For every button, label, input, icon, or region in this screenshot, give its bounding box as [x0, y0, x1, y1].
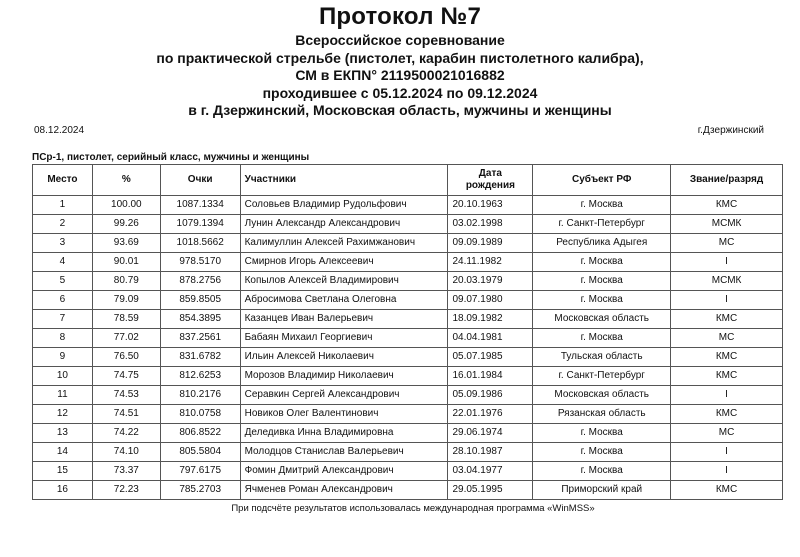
cell-region: г. Москва: [533, 462, 671, 481]
table-row: [33, 462, 783, 481]
cell-participant: Деледивка Инна Владимировна: [240, 424, 448, 443]
table-row: [33, 329, 783, 348]
cell-participant: Копылов Алексей Владимирович: [240, 272, 448, 291]
cell-place: 12: [33, 405, 93, 424]
cell-rank: МС: [671, 424, 783, 443]
cell-percent: 90.01: [92, 253, 160, 272]
cell-points: 837.2561: [160, 329, 240, 348]
table-row: [33, 367, 783, 386]
cell-percent: 78.59: [92, 310, 160, 329]
cell-region: Республика Адыгея: [533, 234, 671, 253]
cell-place: 9: [33, 348, 93, 367]
cell-region: г. Москва: [533, 196, 671, 215]
cell-birth-date: 20.03.1979: [448, 272, 533, 291]
header-line-5: в г. Дзержинский, Московская область, мужчины и женщины: [188, 102, 612, 118]
cell-points: 978.5170: [160, 253, 240, 272]
table-row: [33, 253, 783, 272]
cell-points: 805.5804: [160, 443, 240, 462]
cell-points: 797.6175: [160, 462, 240, 481]
cell-birth-date: 24.11.1982: [448, 253, 533, 272]
column-header-region: Субъект РФ: [533, 165, 671, 196]
table-row: [33, 424, 783, 443]
cell-rank: КМС: [671, 348, 783, 367]
meta-row: [34, 125, 764, 136]
cell-points: 810.2176: [160, 386, 240, 405]
cell-place: 7: [33, 310, 93, 329]
cell-percent: 72.23: [92, 481, 160, 500]
cell-place: 13: [33, 424, 93, 443]
cell-points: 859.8505: [160, 291, 240, 310]
cell-percent: 74.75: [92, 367, 160, 386]
cell-rank: I: [671, 462, 783, 481]
cell-rank: МС: [671, 329, 783, 348]
table-row: [33, 481, 783, 500]
cell-birth-date: 22.01.1976: [448, 405, 533, 424]
cell-place: 4: [33, 253, 93, 272]
cell-points: 812.6253: [160, 367, 240, 386]
cell-participant: Ильин Алексей Николаевич: [240, 348, 448, 367]
cell-rank: КМС: [671, 367, 783, 386]
cell-birth-date: 18.09.1982: [448, 310, 533, 329]
cell-birth-date: 05.07.1985: [448, 348, 533, 367]
cell-percent: 74.10: [92, 443, 160, 462]
cell-place: 11: [33, 386, 93, 405]
cell-points: 806.8522: [160, 424, 240, 443]
cell-place: 8: [33, 329, 93, 348]
cell-rank: КМС: [671, 405, 783, 424]
cell-points: 878.2756: [160, 272, 240, 291]
protocol-header: [18, 2, 782, 120]
cell-birth-date: 05.09.1986: [448, 386, 533, 405]
cell-place: 6: [33, 291, 93, 310]
cell-region: Московская область: [533, 310, 671, 329]
cell-points: 785.2703: [160, 481, 240, 500]
table-row: [33, 348, 783, 367]
protocol-page: [18, 0, 782, 557]
cell-percent: 100.00: [92, 196, 160, 215]
cell-participant: Соловьев Владимир Рудольфович: [240, 196, 448, 215]
cell-region: г. Москва: [533, 291, 671, 310]
cell-points: 1018.5662: [160, 234, 240, 253]
cell-birth-date: 03.02.1998: [448, 215, 533, 234]
cell-region: г. Москва: [533, 424, 671, 443]
cell-place: 3: [33, 234, 93, 253]
cell-birth-date: 09.09.1989: [448, 234, 533, 253]
cell-points: 1079.1394: [160, 215, 240, 234]
column-header-place: Место: [33, 165, 93, 196]
cell-region: г. Москва: [533, 253, 671, 272]
cell-participant: Фомин Дмитрий Александрович: [240, 462, 448, 481]
footnote: При подсчёте результатов использовалась международная программа «WinMSS»: [231, 503, 595, 514]
cell-participant: Молодцов Станислав Валерьевич: [240, 443, 448, 462]
cell-participant: Серавкин Сергей Александрович: [240, 386, 448, 405]
cell-region: Тульская область: [533, 348, 671, 367]
cell-region: Рязанская область: [533, 405, 671, 424]
table-row: [33, 272, 783, 291]
cell-percent: 99.26: [92, 215, 160, 234]
section-title: ПСр-1, пистолет, серийный класс, мужчины и женщины: [32, 152, 310, 163]
header-line-4: проходившее с 05.12.2024 по 09.12.2024: [262, 84, 538, 101]
cell-percent: 74.53: [92, 386, 160, 405]
cell-points: 1087.1334: [160, 196, 240, 215]
cell-birth-date: 28.10.1987: [448, 443, 533, 462]
table-row: [33, 196, 783, 215]
header-line-1: Всероссийское соревнование: [295, 32, 505, 48]
cell-region: Приморский край: [533, 481, 671, 500]
cell-percent: 74.51: [92, 405, 160, 424]
cell-region: г. Санкт-Петербург: [533, 367, 671, 386]
cell-region: г. Санкт-Петербург: [533, 215, 671, 234]
cell-birth-date: 20.10.1963: [448, 196, 533, 215]
cell-percent: 93.69: [92, 234, 160, 253]
cell-place: 16: [33, 481, 93, 500]
cell-region: г. Москва: [533, 443, 671, 462]
column-header-percent: %: [92, 165, 160, 196]
cell-participant: Морозов Владимир Николаевич: [240, 367, 448, 386]
table-row: [33, 234, 783, 253]
cell-percent: 76.50: [92, 348, 160, 367]
cell-place: 15: [33, 462, 93, 481]
cell-place: 1: [33, 196, 93, 215]
cell-participant: Калимуллин Алексей Рахимжанович: [240, 234, 448, 253]
cell-participant: Казанцев Иван Валерьевич: [240, 310, 448, 329]
cell-region: г. Москва: [533, 329, 671, 348]
results-table: [32, 164, 783, 500]
cell-region: Московская область: [533, 386, 671, 405]
protocol-title: Протокол №7: [318, 3, 482, 30]
column-header-points: Очки: [160, 165, 240, 196]
cell-rank: КМС: [671, 196, 783, 215]
cell-place: 5: [33, 272, 93, 291]
table-header-row: [33, 165, 783, 196]
cell-rank: МС: [671, 234, 783, 253]
cell-rank: I: [671, 291, 783, 310]
cell-percent: 73.37: [92, 462, 160, 481]
table-row: [33, 215, 783, 234]
protocol-date: 08.12.2024: [34, 125, 85, 136]
cell-rank: МСМК: [671, 215, 783, 234]
table-row: [33, 443, 783, 462]
cell-rank: I: [671, 443, 783, 462]
protocol-city: г.Дзержинский: [697, 125, 764, 136]
cell-birth-date: 29.05.1995: [448, 481, 533, 500]
table-row: [33, 386, 783, 405]
cell-place: 10: [33, 367, 93, 386]
cell-points: 854.3895: [160, 310, 240, 329]
table-row: [33, 405, 783, 424]
cell-participant: Бабаян Михаил Георгиевич: [240, 329, 448, 348]
cell-rank: КМС: [671, 481, 783, 500]
cell-percent: 74.22: [92, 424, 160, 443]
cell-percent: 80.79: [92, 272, 160, 291]
cell-birth-date: 16.01.1984: [448, 367, 533, 386]
cell-participant: Ячменев Роман Александрович: [240, 481, 448, 500]
cell-rank: I: [671, 253, 783, 272]
column-header-participants: Участники: [240, 165, 448, 196]
cell-birth-date: 29.06.1974: [448, 424, 533, 443]
cell-birth-date: 04.04.1981: [448, 329, 533, 348]
cell-points: 810.0758: [160, 405, 240, 424]
cell-percent: 79.09: [92, 291, 160, 310]
cell-participant: Лунин Александр Александрович: [240, 215, 448, 234]
column-header-rank: Звание/разряд: [671, 165, 783, 196]
header-line-2: по практической стрельбе (пистолет, карабин пистолетного калибра),: [156, 49, 644, 66]
cell-percent: 77.02: [92, 329, 160, 348]
cell-rank: МСМК: [671, 272, 783, 291]
cell-rank: КМС: [671, 310, 783, 329]
cell-place: 14: [33, 443, 93, 462]
table-row: [33, 310, 783, 329]
header-line-3: СМ в ЕКПN° 2119500021016882: [295, 67, 505, 83]
table-row: [33, 291, 783, 310]
cell-participant: Абросимова Светлана Олеговна: [240, 291, 448, 310]
cell-participant: Новиков Олег Валентинович: [240, 405, 448, 424]
cell-rank: I: [671, 386, 783, 405]
cell-birth-date: 03.04.1977: [448, 462, 533, 481]
cell-points: 831.6782: [160, 348, 240, 367]
cell-place: 2: [33, 215, 93, 234]
cell-participant: Смирнов Игорь Алексеевич: [240, 253, 448, 272]
results-body: [33, 196, 783, 500]
cell-birth-date: 09.07.1980: [448, 291, 533, 310]
cell-region: г. Москва: [533, 272, 671, 291]
column-header-birth-date: Дата рождения: [448, 165, 533, 196]
